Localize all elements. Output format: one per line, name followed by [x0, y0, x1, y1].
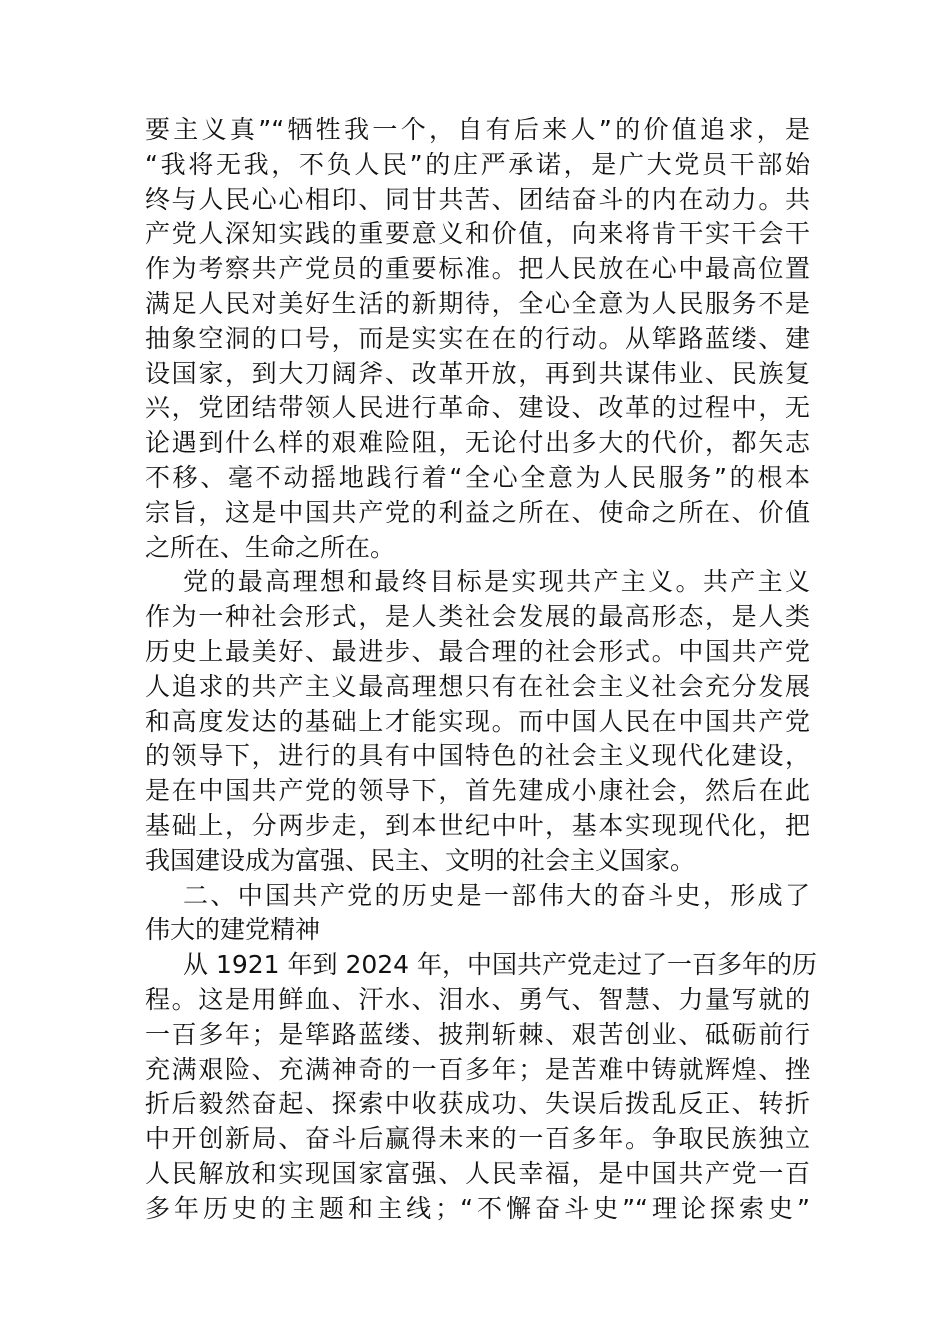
paragraph-line: 设国家，到大刀阔斧、改革开放，再到共谋伟业、民族复 — [145, 358, 810, 388]
document-body — [145, 113, 818, 1227]
paragraph-line: 论遇到什么样的艰难险阻，无论付出多大的代价，都矢志 — [145, 428, 810, 458]
paragraph-line: “我将无我，不负人民”的庄严承诺，是广大党员干部始 — [145, 149, 810, 179]
paragraph-line: 之所在、生命之所在。 — [145, 532, 396, 562]
paragraph-line: 充满艰险、充满神奇的一百多年；是苦难中铸就辉煌、挫 — [145, 1054, 810, 1084]
paragraph-line: 人追求的共产主义最高理想只有在社会主义社会充分发展 — [145, 671, 810, 701]
paragraph-line: 多年历史的主题和主线；“不懈奋斗史”“理论探索史” — [145, 1193, 810, 1223]
paragraph-line: 人民解放和实现国家富强、人民幸福，是中国共产党一百 — [145, 1158, 810, 1188]
paragraph-line: 一百多年；是筚路蓝缕、披荆斩棘、艰苦创业、砥砺前行 — [145, 1019, 810, 1049]
paragraph-line: 满足人民对美好生活的新期待，全心全意为人民服务不是 — [145, 288, 810, 318]
paragraph-line: 兴，党团结带领人民进行革命、建设、改革的过程中，无 — [145, 393, 810, 423]
paragraph-line: 我国建设成为富强、民主、文明的社会主义国家。 — [145, 845, 696, 875]
paragraph-line: 历史上最美好、最进步、最合理的社会形式。中国共产党 — [145, 636, 810, 666]
paragraph-line: 基础上，分两步走，到本世纪中叶，基本实现现代化，把 — [145, 810, 810, 840]
paragraph-line: 宗旨，这是中国共产党的利益之所在、使命之所在、价值 — [145, 497, 810, 527]
section-heading-line: 二、中国共产党的历史是一部伟大的奋斗史，形成了 — [183, 880, 810, 910]
paragraph-line: 和高度发达的基础上才能实现。而中国人民在中国共产党 — [145, 706, 810, 736]
paragraph-line: 抽象空洞的口号，而是实实在在的行动。从筚路蓝缕、建 — [145, 323, 810, 353]
paragraph-line: 折后毅然奋起、探索中收获成功、失误后拨乱反正、转折 — [145, 1089, 810, 1119]
paragraph-line: 终与人民心心相印、同甘共苦、团结奋斗的内在动力。共 — [145, 184, 810, 214]
paragraph-line: 党的最高理想和最终目标是实现共产主义。共产主义 — [183, 567, 810, 597]
paragraph-line: 中开创新局、奋斗后赢得未来的一百多年。争取民族独立 — [145, 1124, 810, 1154]
section-heading-line: 伟大的建党精神 — [145, 915, 321, 945]
paragraph-line: 从 1921 年到 2024 年，中国共产党走过了一百多年的历 — [183, 950, 818, 980]
paragraph-line: 程。这是用鲜血、汗水、泪水、勇气、智慧、力量写就的 — [145, 984, 810, 1014]
paragraph-line: 不移、毫不动摇地践行着“全心全意为人民服务”的根本 — [145, 462, 810, 492]
paragraph-line: 的领导下，进行的具有中国特色的社会主义现代化建设， — [145, 741, 810, 771]
paragraph-line: 是在中国共产党的领导下，首先建成小康社会，然后在此 — [145, 776, 810, 806]
paragraph-line: 作为一种社会形式，是人类社会发展的最高形态，是人类 — [145, 602, 810, 632]
paragraph-line: 要主义真”“牺牲我一个，自有后来人”的价值追求，是 — [145, 115, 810, 144]
paragraph-line: 作为考察共产党员的重要标准。把人民放在心中最高位置 — [145, 254, 810, 284]
paragraph-line: 产党人深知实践的重要意义和价值，向来将肯干实干会干 — [145, 219, 810, 249]
